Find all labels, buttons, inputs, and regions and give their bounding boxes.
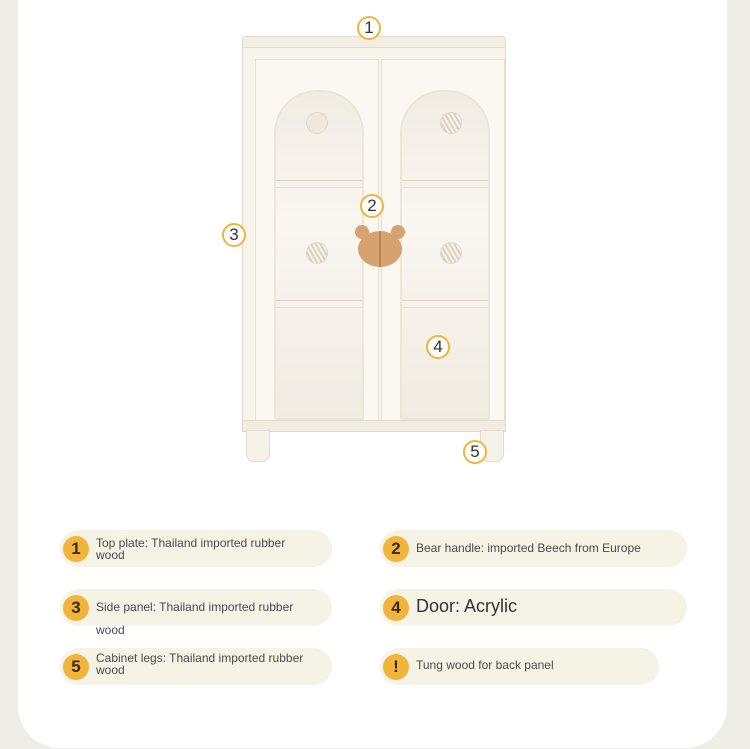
legend-item-door — [380, 589, 687, 626]
marker-2: 2 — [360, 194, 384, 218]
right-door-glass — [400, 90, 490, 420]
vent-hole — [306, 112, 328, 134]
bear-split — [379, 231, 381, 267]
legend-text-line2: wood — [96, 548, 125, 562]
legend-item-top-plate — [60, 530, 332, 567]
vent-hole — [306, 242, 328, 264]
legend-item-bear-handle — [380, 530, 687, 567]
badge-5: 5 — [63, 654, 89, 680]
left-door-glass — [274, 90, 364, 420]
marker-1: 1 — [357, 16, 381, 40]
legend-text-line1: Cabinet legs: Thailand imported rubber — [96, 651, 304, 665]
badge-3: 3 — [63, 595, 89, 621]
legend-text-line1: Top plate: Thailand imported rubber — [96, 536, 286, 550]
cabinet-body — [242, 44, 506, 426]
shelf — [276, 180, 362, 188]
shelf — [402, 300, 488, 308]
legend-text: Door: Acrylic — [416, 596, 518, 616]
cabinet-illustration — [236, 34, 506, 464]
legend-text-line2: wood — [96, 663, 125, 677]
shelf — [276, 300, 362, 308]
legend-text: Tung wood for back panel — [416, 658, 554, 672]
vent-hole — [440, 242, 462, 264]
marker-5: 5 — [463, 440, 487, 464]
cabinet-base — [242, 420, 506, 432]
cabinet-leg-left — [246, 430, 270, 462]
bear-handle — [355, 225, 405, 267]
legend-item-side-panel — [60, 589, 332, 637]
badge-1: 1 — [63, 536, 89, 562]
legend-text-line1: Side panel: Thailand imported rubber — [96, 600, 294, 614]
vent-hole — [440, 112, 462, 134]
marker-4: 4 — [426, 335, 450, 359]
badge-2: 2 — [383, 536, 409, 562]
marker-3: 3 — [222, 223, 246, 247]
shelf — [402, 180, 488, 188]
exclamation-icon: ! — [383, 654, 409, 680]
legend-item-cabinet-legs — [60, 648, 332, 685]
legend-text-line2: wood — [96, 623, 125, 637]
legend-item-back-panel — [380, 648, 659, 685]
legend-text: Bear handle: imported Beech from Europe — [416, 541, 641, 555]
badge-4: 4 — [383, 595, 409, 621]
